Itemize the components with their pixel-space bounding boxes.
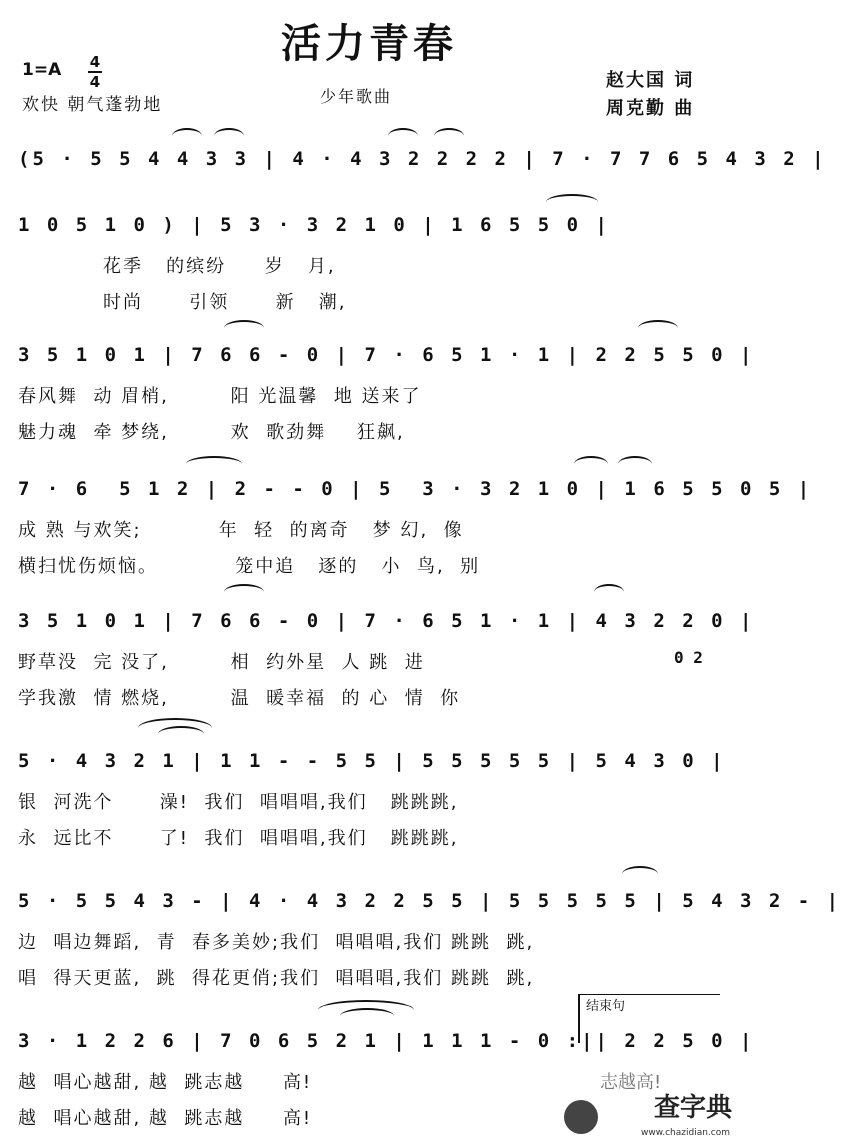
staff-notes: (5 · 5 5 4 4 3 3 | 4 · 4 3 2 2 2 2 | 7 · 7 7 6 5 4 3 2 | [18,148,827,170]
lyrics-verse-2: 横扫忧伤烦恼。 笼中追 逐的 小 鸟, 别 [18,556,481,577]
lyrics-verse-1: 成 熟 与欢笑; 年 轻 的离奇 梦 幻, 像 [18,520,464,541]
staff-notes: 1 0 5 1 0 ) | 5 3 · 3 2 1 0 | 1 6 5 5 0 | [18,214,610,236]
staff-notes: 5 · 4 3 2 1 | 1 1 - - 5 5 | 5 5 5 5 5 | 5 4 3 0 | [18,750,726,772]
lyrics-verse-2: 时尚 引领 新 潮, [18,292,347,313]
staff-notes: 3 · 1 2 2 6 | 7 0 6 5 2 1 | 1 1 1 - 0 :|| 2 2 5 0 | [18,1030,755,1052]
staff-notes: 3 5 1 0 1 | 7 6 6 - 0 | 7 · 6 5 1 · 1 | 4 3 2 2 0 | [18,610,755,632]
staff-notes: 5 · 5 5 4 3 - | 4 · 4 3 2 2 5 5 | 5 5 5 5 5 | 5 4 3 2 - | [18,890,841,912]
staff-notes: 3 5 1 0 1 | 7 6 6 - 0 | 7 · 6 5 1 · 1 | 2 2 5 5 0 | [18,344,755,366]
ending-lyric: 志越高! [600,1072,662,1093]
time-signature [88,54,102,90]
staff-notes: 7 · 6 5 1 2 | 2 - - 0 | 5 3 · 3 2 1 0 | 1 6 5 5 0 5 | [18,478,813,500]
lyrics-verse-2: 越 唱心越甜, 越 跳志越 高! [18,1108,313,1129]
lyrics-verse-2: 魅力魂 牵 梦绕, 欢 歌劲舞 狂飙, [18,422,405,443]
ending-box [578,994,720,1043]
tempo-marking: 欢快 朝气蓬勃地 [22,95,163,115]
lyrics-verse-2: 学我激 情 燃烧, 温 暖幸福 的 心 情 你 [18,688,461,709]
song-subtitle: 少年歌曲 [320,87,393,106]
lyrics-verse-1: 越 唱心越甜, 越 跳志越 高! [18,1072,313,1093]
lyrics-verse-2: 唱 得天更蓝, 跳 得花更俏;我们 唱唱唱,我们 跳跳 跳, [18,968,535,989]
watermark-logo-icon [564,1100,598,1134]
lyrics-verse-2: 永 远比不 了! 我们 唱唱唱,我们 跳跳跳, [18,828,459,849]
watermark-text: 查字典 [653,1093,732,1123]
lyrics-verse-1: 花季 的缤纷 岁 月, [18,256,336,277]
time-signature-top: 4 [89,53,101,71]
composer-credit: 周克勤 曲 [606,98,695,119]
lyricist-credit: 赵大国 词 [606,70,695,91]
watermark-url: www.chazidian.com [640,1128,730,1138]
ending-label: 结束句 [586,999,626,1014]
lyrics-verse-1: 边 唱边舞蹈, 青 春多美妙;我们 唱唱唱,我们 跳跳 跳, [18,932,535,953]
lyrics-verse-1: 春风舞 动 眉梢, 阳 光温馨 地 送来了 [18,386,422,407]
key-signature: 1=A [22,60,62,80]
lyrics-verse-1: 野草没 完 没了, 相 约外星 人 跳 进 [18,652,425,673]
pickup-notes: 0 2 [674,648,703,667]
song-title: 活力青春 [281,21,457,67]
lyrics-verse-1: 银 河洗个 澡! 我们 唱唱唱,我们 跳跳跳, [18,792,459,813]
time-signature-bottom: 4 [89,73,101,91]
